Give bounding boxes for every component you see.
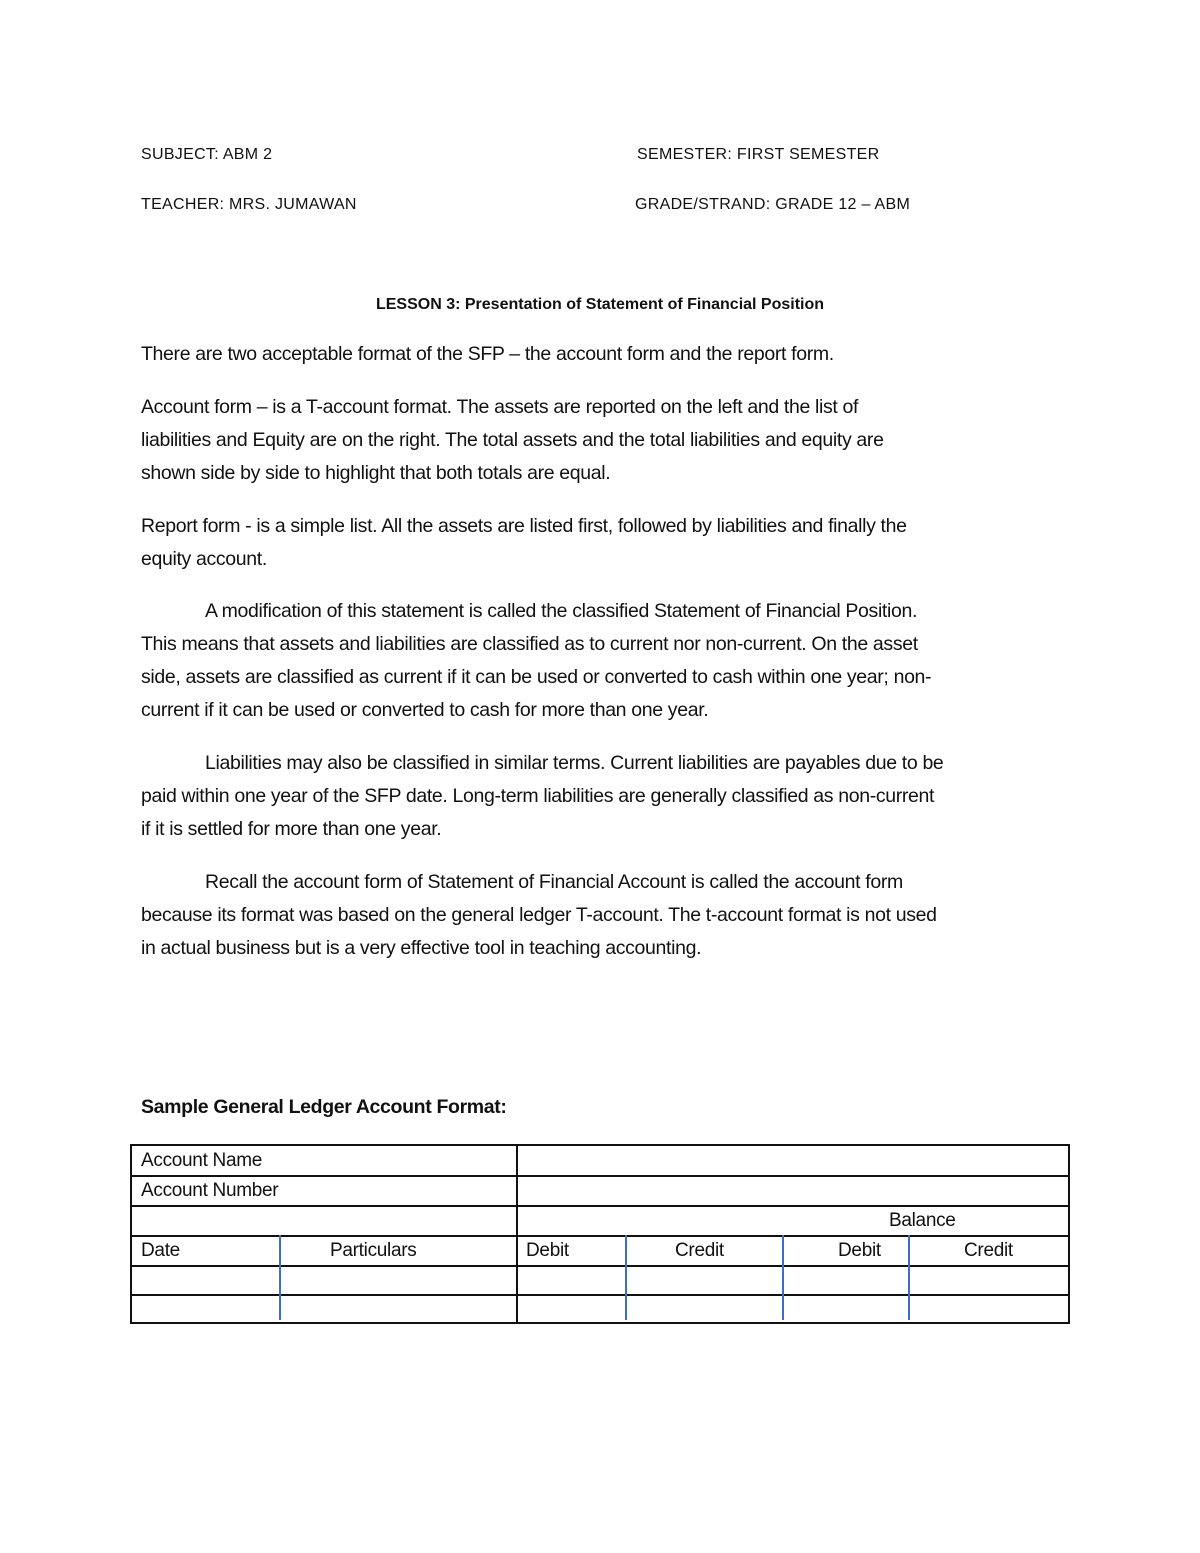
column-header-particulars: Particulars bbox=[330, 1240, 417, 1261]
account-name-label: Account Name bbox=[141, 1150, 263, 1171]
row-divider bbox=[132, 1175, 1068, 1177]
sample-heading: Sample General Ledger Account Format: bbox=[141, 1096, 507, 1118]
paragraph-line: if it is settled for more than one year. bbox=[141, 818, 442, 840]
paragraph-line: liabilities and Equity are on the right. The total assets and the total liabilities and equity are bbox=[141, 429, 884, 451]
semester-label: SEMESTER: FIRST SEMESTER bbox=[637, 146, 880, 163]
column-header-debit: Debit bbox=[526, 1240, 569, 1261]
grade-strand-label: GRADE/STRAND: GRADE 12 – ABM bbox=[635, 196, 911, 213]
paragraph-line: Liabilities may also be classified in similar terms. Current liabilities are payables due to be bbox=[205, 752, 944, 774]
paragraph-line: paid within one year of the SFP date. Long-term liabilities are generally classified as non-current bbox=[141, 785, 935, 807]
paragraph-line: side, assets are classified as current if it can be used or converted to cash within one year; non- bbox=[141, 666, 932, 688]
paragraph-line: in actual business but is a very effective tool in teaching accounting. bbox=[141, 937, 702, 959]
balance-label: Balance bbox=[889, 1210, 956, 1231]
column-divider bbox=[279, 1235, 281, 1320]
column-header-balance-debit: Debit bbox=[838, 1240, 881, 1261]
paragraph-line: shown side by side to highlight that both totals are equal. bbox=[141, 462, 611, 484]
paragraph-line: A modification of this statement is called the classified Statement of Financial Position. bbox=[205, 600, 918, 622]
account-number-label: Account Number bbox=[141, 1180, 279, 1201]
ledger-table bbox=[130, 1144, 1070, 1324]
row-divider bbox=[132, 1294, 1068, 1296]
paragraph-line: This means that assets and liabilities are classified as to current nor non-current. On the asset bbox=[141, 633, 918, 655]
paragraph-line: current if it can be used or converted to cash for more than one year. bbox=[141, 699, 709, 721]
column-header-balance-credit: Credit bbox=[964, 1240, 1013, 1261]
column-divider bbox=[782, 1235, 784, 1320]
paragraph-line: There are two acceptable format of the SFP – the account form and the report form. bbox=[141, 343, 834, 365]
column-divider bbox=[908, 1235, 910, 1320]
column-divider bbox=[625, 1235, 627, 1320]
paragraph-line: Report form - is a simple list. All the assets are listed first, followed by liabilities and finally the bbox=[141, 515, 907, 537]
paragraph-line: equity account. bbox=[141, 548, 267, 570]
column-header-credit: Credit bbox=[675, 1240, 724, 1261]
row-divider bbox=[132, 1265, 1068, 1267]
column-divider bbox=[516, 1146, 518, 1322]
paragraph-line: because its format was based on the general ledger T-account. The t-account format is not used bbox=[141, 904, 937, 926]
lesson-title: LESSON 3: Presentation of Statement of Financial Position bbox=[375, 296, 825, 313]
row-divider bbox=[132, 1235, 1068, 1237]
row-divider bbox=[132, 1205, 1068, 1207]
paragraph-line: Recall the account form of Statement of Financial Account is called the account form bbox=[205, 871, 903, 893]
column-header-date: Date bbox=[141, 1240, 180, 1261]
teacher-label: TEACHER: MRS. JUMAWAN bbox=[141, 196, 357, 213]
subject-label: SUBJECT: ABM 2 bbox=[141, 146, 273, 163]
paragraph-line: Account form – is a T-account format. The assets are reported on the left and the list of bbox=[141, 396, 859, 418]
